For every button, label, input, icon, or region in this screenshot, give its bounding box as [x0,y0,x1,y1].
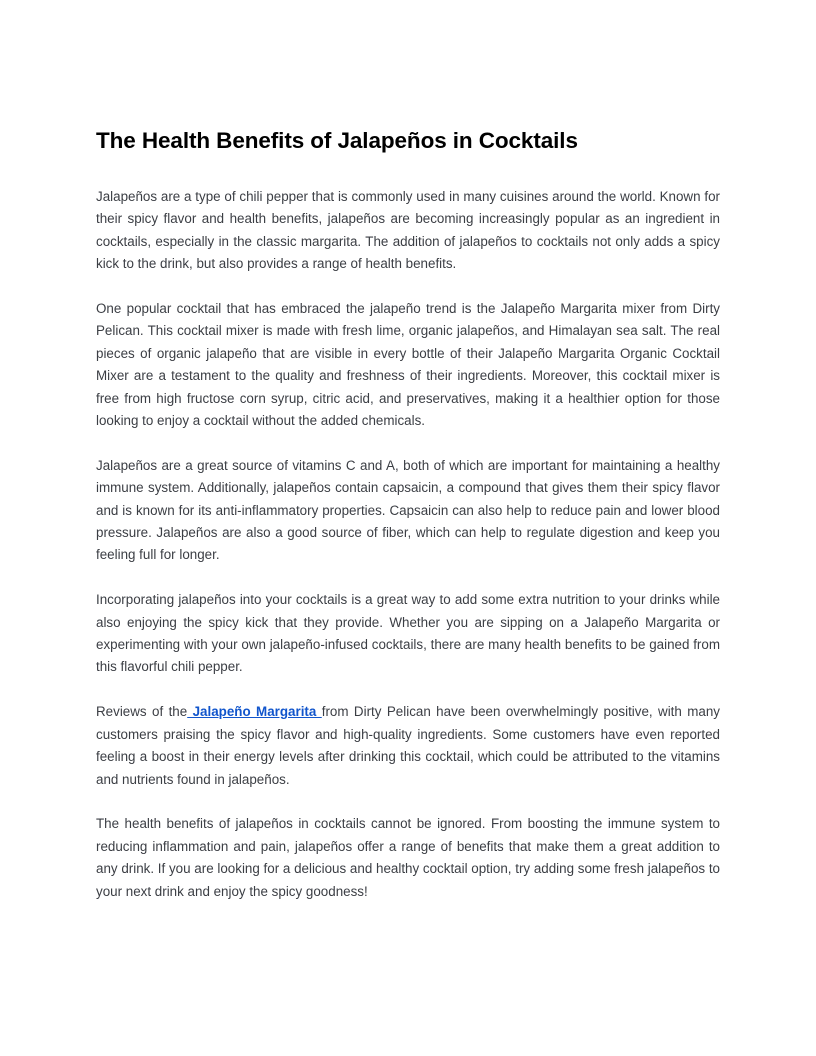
reviews-text-after-link: from Dirty Pelican have been overwhelmingly positive, with many customers praising the spicy flavor and high-quality ingredients. Some customers have even reported feeling a boost in their energy levels after drinking this cocktail, which could be attributed to the vitamins and nutrients found in jalapeños. [96,704,720,787]
page-title: The Health Benefits of Jalapeños in Cocktails [96,128,578,153]
paragraph-incorporating: Incorporating jalapeños into your cocktails is a great way to add some extra nutrition to your drinks while also enjoying the spicy kick that they provide. Whether you are sipping on a Jalapeño Margarita or experimenting with your own jalapeño-infused cocktails, there are many health benefits to be gained from this flavorful chili pepper. [96,592,720,675]
jalapeno-margarita-link[interactable]: Jalapeño Margarita [187,704,322,720]
paragraph-dirty-pelican-mixer: One popular cocktail that has embraced the jalapeño trend is the Jalapeño Margarita mixer from Dirty Pelican. This cocktail mixer is made with fresh lime, organic jalapeños, and Himalayan sea salt. The real pieces of organic jalapeño that are visible in every bottle of their Jalapeño Margarita Organic Cocktail Mixer are a testament to the quality and freshness of their ingredients. Moreover, this cocktail mixer is free from high fructose corn syrup, citric acid, and preservatives, making it a healthier option for those looking to enjoy a cocktail without the added chemicals. [96,301,720,429]
paragraph-intro: Jalapeños are a type of chili pepper that is commonly used in many cuisines around the world. Known for their spicy flavor and health benefits, jalapeños are becoming increasingly popular as an ingredient in cocktails, especially in the classic margarita. The addition of jalapeños to cocktails not only adds a spicy kick to the drink, but also provides a range of health benefits. [96,189,720,272]
reviews-text-before-link: Reviews of the [96,704,188,720]
document-page [96,124,720,903]
paragraph-reviews [96,701,720,791]
paragraph-vitamins: Jalapeños are a great source of vitamins C and A, both of which are important for maintaining a healthy immune system. Additionally, jalapeños contain capsaicin, a compound that gives them their spicy flavor and is known for its anti-inflammatory properties. Capsaicin can also help to reduce pain and lower blood pressure. Jalapeños are also a good source of fiber, which can help to regulate digestion and keep you feeling full for longer. [96,457,720,563]
paragraph-conclusion: The health benefits of jalapeños in cocktails cannot be ignored. From boosting the immune system to reducing inflammation and pain, jalapeños offer a range of benefits that make them a great addition to any drink. If you are looking for a delicious and healthy cocktail option, try adding some fresh jalapeños to your next drink and enjoy the spicy goodness! [96,816,720,899]
